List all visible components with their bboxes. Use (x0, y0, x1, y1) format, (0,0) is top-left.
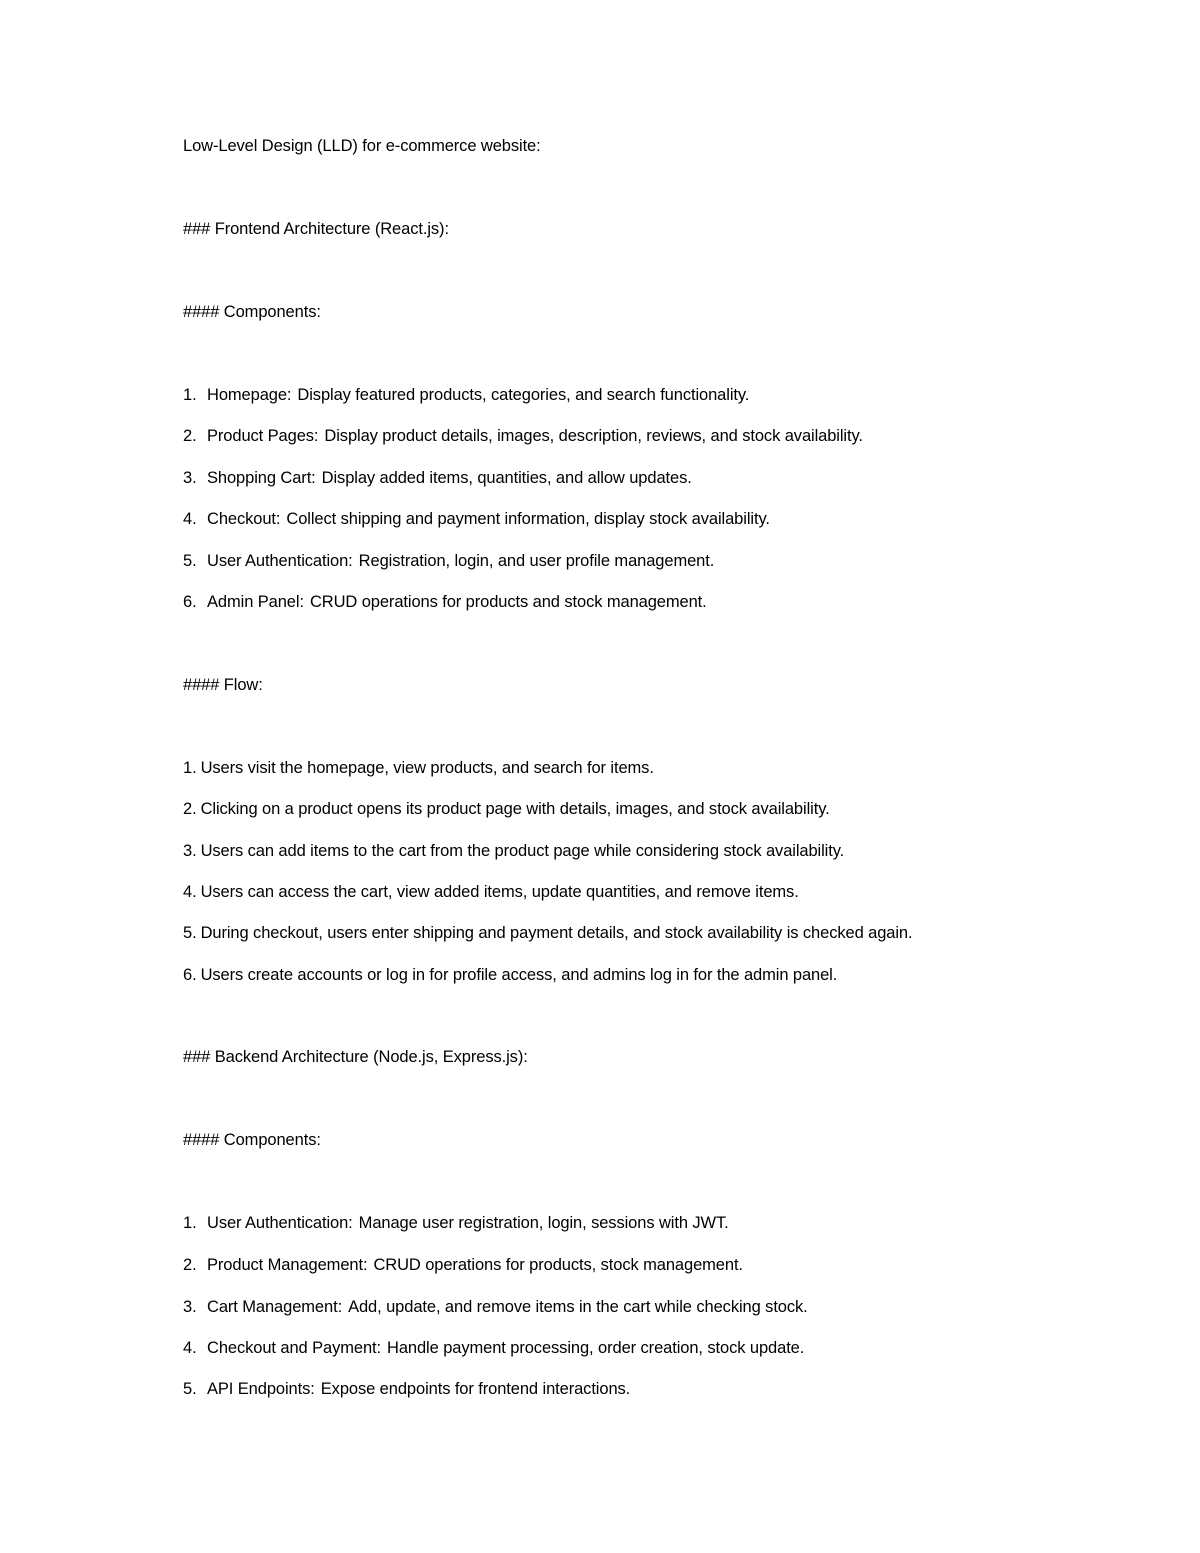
list-number: 4. (183, 510, 197, 528)
list-text: Display product details, images, description, reviews, and stock availability. (324, 427, 863, 445)
list-item (183, 468, 692, 488)
flow-item (183, 799, 830, 819)
flow-heading: #### Flow: (183, 676, 263, 694)
flow-number: 2. (183, 800, 197, 818)
list-item (183, 426, 863, 446)
list-label: Homepage: (207, 386, 292, 404)
list-number: 2. (183, 1256, 197, 1274)
list-text: Add, update, and remove items in the cart while checking stock. (348, 1298, 808, 1316)
list-item (183, 1379, 630, 1399)
list-item (183, 1338, 804, 1358)
list-text: Display added items, quantities, and allow updates. (321, 469, 692, 487)
flow-text: Users create accounts or log in for profile access, and admins log in for the admin panel. (200, 966, 838, 984)
flow-text: Clicking on a product opens its product page with details, images, and stock availability. (200, 800, 830, 818)
list-item (183, 1255, 743, 1275)
backend-heading: ### Backend Architecture (Node.js, Express.js): (183, 1048, 528, 1066)
flow-number: 4. (183, 883, 197, 901)
list-label: Checkout: (207, 510, 281, 528)
list-text: Expose endpoints for frontend interactions. (320, 1380, 631, 1398)
frontend-components-heading: #### Components: (183, 303, 321, 321)
flow-item (183, 758, 654, 778)
list-number: 3. (183, 1298, 197, 1316)
list-label: Product Management: (207, 1256, 368, 1274)
flow-number: 1. (183, 759, 197, 777)
flow-item (183, 841, 844, 861)
list-text: Display featured products, categories, and search functionality. (297, 386, 750, 404)
list-number: 6. (183, 593, 197, 611)
list-item (183, 509, 770, 529)
frontend-heading: ### Frontend Architecture (React.js): (183, 220, 449, 238)
list-item (183, 385, 749, 405)
list-number: 1. (183, 386, 197, 404)
flow-number: 5. (183, 924, 197, 942)
list-number: 1. (183, 1214, 197, 1232)
list-text: CRUD operations for products and stock management. (309, 593, 707, 611)
flow-text: Users visit the homepage, view products, and search for items. (200, 759, 654, 777)
list-text: Collect shipping and payment information, display stock availability. (286, 510, 770, 528)
flow-number: 3. (183, 842, 197, 860)
list-number: 2. (183, 427, 197, 445)
list-label: Cart Management: (207, 1298, 343, 1316)
document-title: Low-Level Design (LLD) for e-commerce website: (183, 137, 541, 155)
list-label: User Authentication: (207, 1214, 353, 1232)
list-text: Manage user registration, login, sessions with JWT. (358, 1214, 729, 1232)
flow-number: 6. (183, 966, 197, 984)
list-label: API Endpoints: (207, 1380, 315, 1398)
list-number: 4. (183, 1339, 197, 1357)
flow-item (183, 882, 799, 902)
flow-text: Users can access the cart, view added items, update quantities, and remove items. (200, 883, 799, 901)
list-label: Product Pages: (207, 427, 319, 445)
list-item (183, 592, 707, 612)
list-number: 5. (183, 552, 197, 570)
flow-item (183, 965, 837, 985)
list-text: Registration, login, and user profile management. (358, 552, 715, 570)
list-label: User Authentication: (207, 552, 353, 570)
list-number: 3. (183, 469, 197, 487)
list-label: Admin Panel: (207, 593, 304, 611)
list-item (183, 1213, 729, 1233)
list-label: Shopping Cart: (207, 469, 316, 487)
list-text: Handle payment processing, order creation, stock update. (387, 1339, 805, 1357)
backend-components-heading: #### Components: (183, 1131, 321, 1149)
list-item (183, 1297, 808, 1317)
flow-text: Users can add items to the cart from the product page while considering stock availability. (200, 842, 845, 860)
flow-text: During checkout, users enter shipping and payment details, and stock availability is checked again. (200, 924, 913, 942)
list-label: Checkout and Payment: (207, 1339, 382, 1357)
list-item (183, 551, 714, 571)
list-number: 5. (183, 1380, 197, 1398)
list-text: CRUD operations for products, stock management. (373, 1256, 743, 1274)
flow-item (183, 923, 913, 943)
